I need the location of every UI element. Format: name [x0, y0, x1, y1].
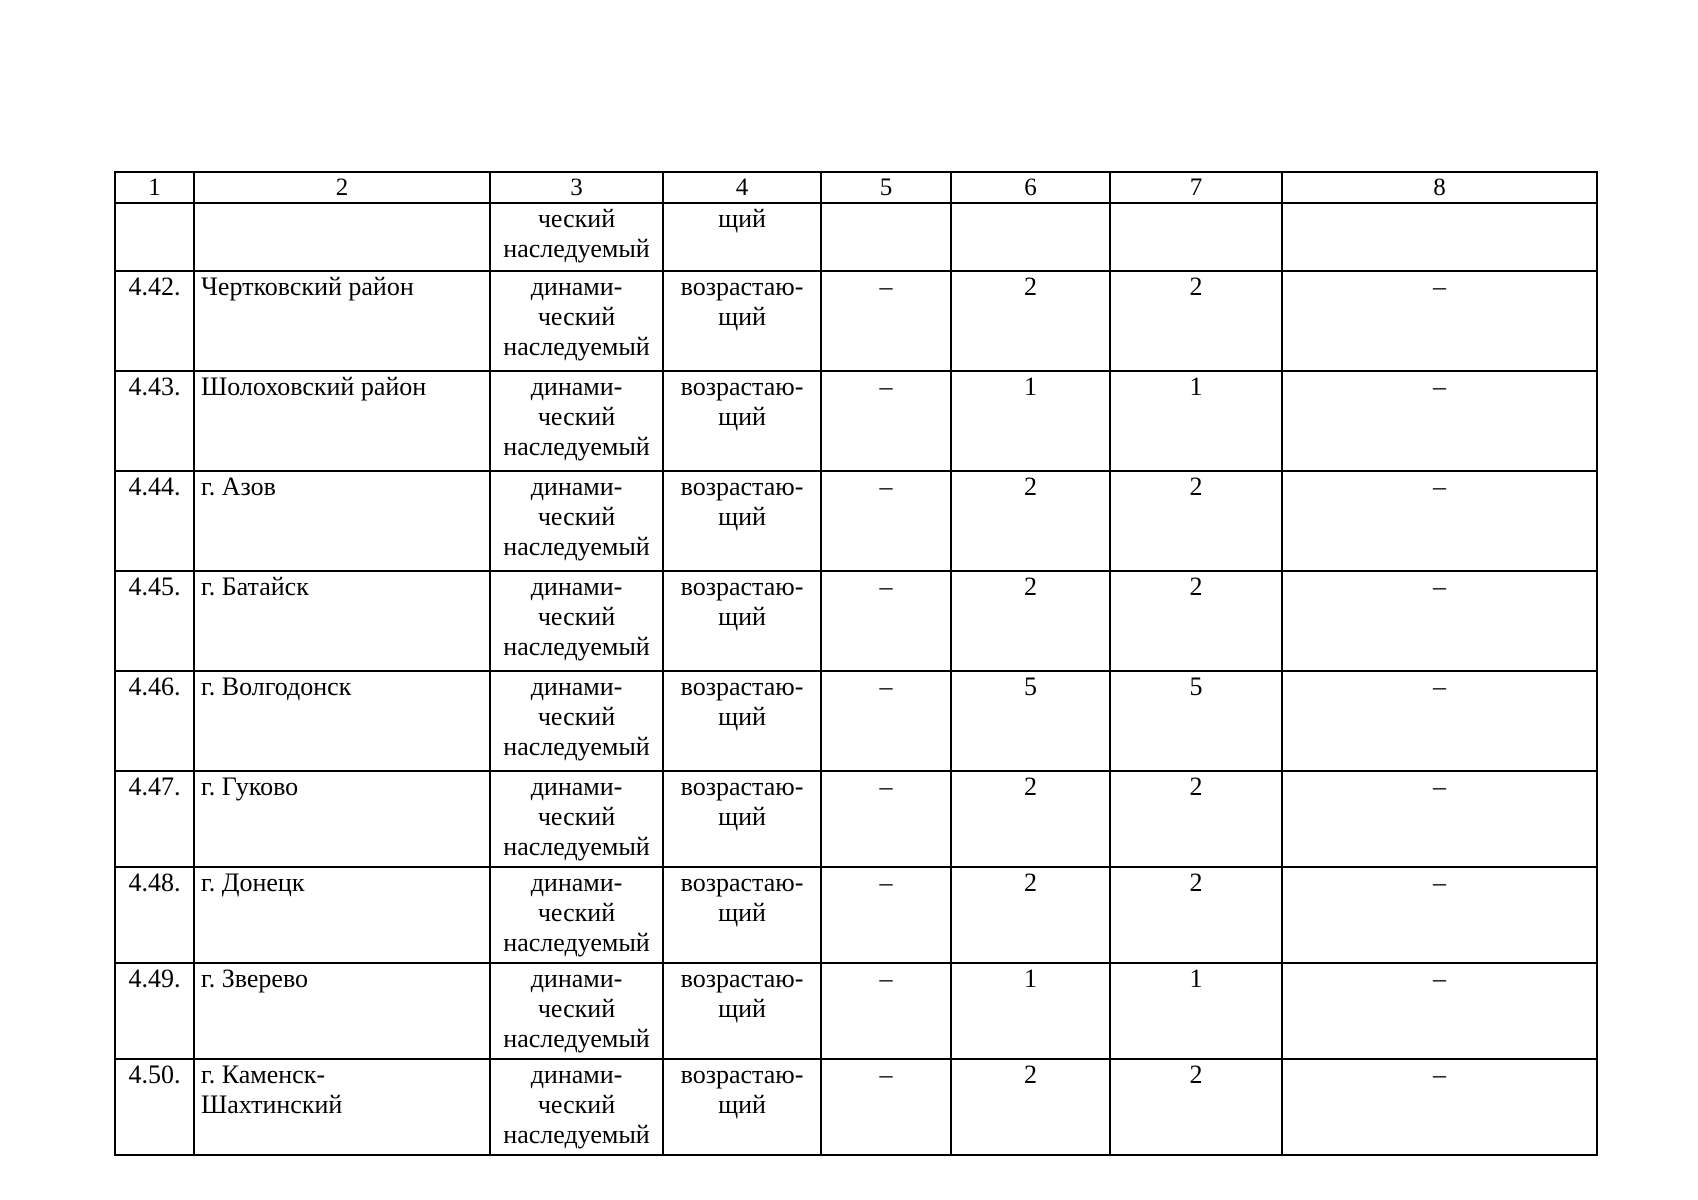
table-row	[115, 271, 1597, 371]
indicator-type-line: динами-	[530, 372, 623, 401]
territory-name-line: Шолоховский район	[201, 372, 427, 401]
indicator-type	[490, 671, 663, 771]
indicator-type	[490, 371, 663, 471]
table-row	[115, 571, 1597, 671]
indicator-trend-line: возрастаю-	[680, 1060, 804, 1089]
row-number: 4.49.	[115, 963, 194, 1059]
column-5-value: –	[821, 671, 951, 771]
table-row	[115, 371, 1597, 471]
indicator-type-line: наследуемый	[503, 732, 650, 761]
territory-name-line: г. Волгодонск	[201, 672, 352, 701]
column-8-value: –	[1282, 571, 1597, 671]
indicator-trend-line: возрастаю-	[680, 372, 804, 401]
column-number-row	[115, 172, 1597, 203]
territory-name	[194, 1059, 490, 1155]
table-row	[115, 671, 1597, 771]
column-7-value: 2	[1110, 771, 1282, 867]
indicator-type-line: динами-	[530, 472, 623, 501]
indicator-trend-line: щий	[718, 898, 766, 927]
column-number-8: 8	[1282, 172, 1597, 203]
indicator-trend-line: щий	[718, 802, 766, 831]
indicator-trend	[663, 867, 821, 963]
row-number: 4.48.	[115, 867, 194, 963]
territory-name-line: г. Зверево	[201, 964, 309, 993]
indicator-trend	[663, 671, 821, 771]
indicator-type-line: динами-	[530, 1060, 623, 1089]
indicator-type-line: наследуемый	[503, 532, 650, 561]
column-7-value	[1110, 203, 1282, 271]
indicator-type-line: ческий	[537, 702, 616, 731]
table-row	[115, 867, 1597, 963]
territory-name-line: Чертковский район	[201, 272, 414, 301]
row-number: 4.46.	[115, 671, 194, 771]
column-7-value: 1	[1110, 371, 1282, 471]
indicator-type-line: ческий	[537, 402, 616, 431]
table-row	[115, 471, 1597, 571]
column-5-value: –	[821, 867, 951, 963]
indicator-type	[490, 571, 663, 671]
indicator-type-line: ческий	[537, 802, 616, 831]
column-6-value: 2	[951, 471, 1110, 571]
column-6-value: 2	[951, 867, 1110, 963]
column-6-value: 2	[951, 571, 1110, 671]
indicator-trend-line: щий	[718, 702, 766, 731]
territory-name-line: г. Батайск	[201, 572, 309, 601]
column-7-value: 2	[1110, 867, 1282, 963]
column-5-value: –	[821, 271, 951, 371]
indicator-trend-line: щий	[718, 302, 766, 331]
continuation-row	[115, 203, 1597, 271]
column-8-value: –	[1282, 471, 1597, 571]
table-row	[115, 1059, 1597, 1155]
indicator-type-line: наследуемый	[503, 832, 650, 861]
indicator-type	[490, 471, 663, 571]
territory-name	[194, 371, 490, 471]
indicator-trend-line: возрастаю-	[680, 964, 804, 993]
column-7-value: 2	[1110, 271, 1282, 371]
indicator-type-line: динами-	[530, 868, 623, 897]
column-number-5: 5	[821, 172, 951, 203]
indicator-trend	[663, 771, 821, 867]
territory-name-line: г. Гуково	[201, 772, 299, 801]
table-row	[115, 771, 1597, 867]
data-table	[114, 171, 1598, 1156]
column-6-value: 5	[951, 671, 1110, 771]
indicator-trend-line: щий	[718, 204, 766, 233]
territory-name	[194, 271, 490, 371]
column-6-value: 1	[951, 963, 1110, 1059]
territory-name-line: г. Донецк	[201, 868, 305, 897]
territory-name-line: Шахтинский	[201, 1090, 343, 1119]
indicator-type-line: наследуемый	[503, 234, 650, 263]
indicator-type	[490, 771, 663, 867]
indicator-type-line: динами-	[530, 272, 623, 301]
indicator-type	[490, 271, 663, 371]
indicator-trend	[663, 203, 821, 271]
indicator-type-line: динами-	[530, 572, 623, 601]
territory-name	[194, 203, 490, 271]
indicator-type-line: динами-	[530, 772, 623, 801]
indicator-type	[490, 963, 663, 1059]
column-6-value: 1	[951, 371, 1110, 471]
indicator-trend-line: возрастаю-	[680, 772, 804, 801]
column-7-value: 2	[1110, 471, 1282, 571]
column-number-6: 6	[951, 172, 1110, 203]
indicator-trend-line: щий	[718, 1090, 766, 1119]
column-6-value	[951, 203, 1110, 271]
column-6-value: 2	[951, 771, 1110, 867]
indicator-type-line: наследуемый	[503, 332, 650, 361]
indicator-type-line: ческий	[537, 602, 616, 631]
indicator-trend	[663, 271, 821, 371]
indicator-type-line: наследуемый	[503, 928, 650, 957]
indicator-trend-line: щий	[718, 402, 766, 431]
indicator-type-line: ческий	[537, 994, 616, 1023]
column-7-value: 2	[1110, 1059, 1282, 1155]
indicator-trend	[663, 471, 821, 571]
column-7-value: 2	[1110, 571, 1282, 671]
column-7-value: 1	[1110, 963, 1282, 1059]
row-number: 4.47.	[115, 771, 194, 867]
territory-name-line: г. Каменск-	[201, 1060, 326, 1089]
indicator-type	[490, 867, 663, 963]
column-8-value: –	[1282, 671, 1597, 771]
row-number: 4.45.	[115, 571, 194, 671]
column-number-1: 1	[115, 172, 194, 203]
column-8-value: –	[1282, 271, 1597, 371]
column-5-value: –	[821, 1059, 951, 1155]
indicator-type-line: наследуемый	[503, 1120, 650, 1149]
table-row	[115, 963, 1597, 1059]
territory-name	[194, 471, 490, 571]
column-5-value	[821, 203, 951, 271]
indicator-trend	[663, 1059, 821, 1155]
column-number-2: 2	[194, 172, 490, 203]
indicator-trend-line: возрастаю-	[680, 672, 804, 701]
column-8-value	[1282, 203, 1597, 271]
column-6-value: 2	[951, 1059, 1110, 1155]
indicator-type-line: ческий	[537, 898, 616, 927]
indicator-type-line: наследуемый	[503, 432, 650, 461]
indicator-type-line: ческий	[537, 204, 616, 233]
territory-name	[194, 571, 490, 671]
territory-name	[194, 963, 490, 1059]
row-number: 4.44.	[115, 471, 194, 571]
row-number: 4.42.	[115, 271, 194, 371]
indicator-type-line: ческий	[537, 1090, 616, 1119]
row-number: 4.43.	[115, 371, 194, 471]
indicator-trend	[663, 963, 821, 1059]
territory-name	[194, 671, 490, 771]
column-5-value: –	[821, 371, 951, 471]
indicator-trend	[663, 571, 821, 671]
indicator-type-line: ческий	[537, 302, 616, 331]
indicator-trend-line: щий	[718, 602, 766, 631]
territory-name	[194, 771, 490, 867]
row-number: 4.50.	[115, 1059, 194, 1155]
column-5-value: –	[821, 963, 951, 1059]
indicator-type-line: наследуемый	[503, 1024, 650, 1053]
column-5-value: –	[821, 771, 951, 867]
indicator-trend-line: возрастаю-	[680, 272, 804, 301]
column-number-4: 4	[663, 172, 821, 203]
column-8-value: –	[1282, 867, 1597, 963]
indicator-type	[490, 1059, 663, 1155]
column-8-value: –	[1282, 963, 1597, 1059]
column-5-value: –	[821, 471, 951, 571]
indicator-type-line: динами-	[530, 672, 623, 701]
indicator-trend-line: возрастаю-	[680, 572, 804, 601]
indicator-trend-line: щий	[718, 502, 766, 531]
indicator-trend-line: щий	[718, 994, 766, 1023]
column-6-value: 2	[951, 271, 1110, 371]
column-number-3: 3	[490, 172, 663, 203]
indicator-type	[490, 203, 663, 271]
row-number	[115, 203, 194, 271]
column-number-7: 7	[1110, 172, 1282, 203]
indicator-type-line: наследуемый	[503, 632, 650, 661]
indicator-type-line: ческий	[537, 502, 616, 531]
territory-name	[194, 867, 490, 963]
indicator-type-line: динами-	[530, 964, 623, 993]
column-8-value: –	[1282, 371, 1597, 471]
column-8-value: –	[1282, 771, 1597, 867]
column-5-value: –	[821, 571, 951, 671]
column-7-value: 5	[1110, 671, 1282, 771]
territory-name-line: г. Азов	[201, 472, 276, 501]
indicator-trend	[663, 371, 821, 471]
column-8-value: –	[1282, 1059, 1597, 1155]
indicator-trend-line: возрастаю-	[680, 472, 804, 501]
indicator-trend-line: возрастаю-	[680, 868, 804, 897]
